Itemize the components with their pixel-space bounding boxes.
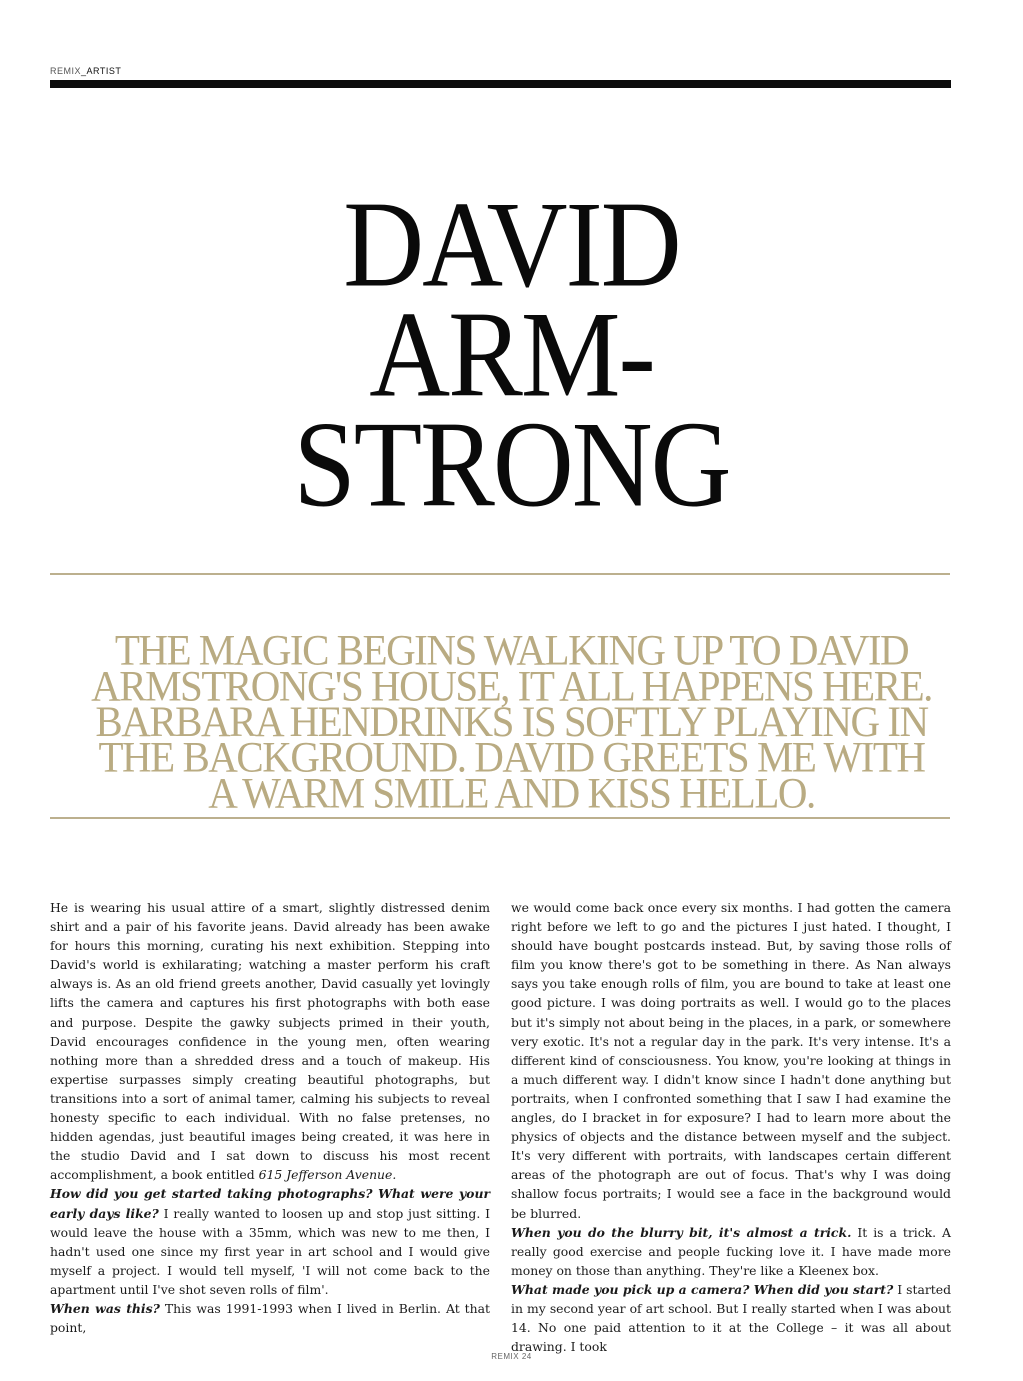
section-tag	[50, 66, 121, 76]
qa-paragraph	[50, 1299, 490, 1337]
title-line: DAVID	[343, 176, 680, 314]
standfirst-line: ARMSTRONG'S HOUSE, IT ALL HAPPENS HERE.	[91, 661, 932, 710]
gold-rule-bottom	[50, 817, 950, 819]
intro-paragraph	[50, 898, 490, 1184]
question: When you do the blurry bit, it's almost a trick.	[511, 1224, 852, 1240]
standfirst-line: BARBARA HENDRINKS IS SOFTLY PLAYING IN	[95, 697, 928, 746]
qa-paragraph	[50, 1184, 490, 1299]
top-rule	[50, 80, 951, 88]
section-prefix: REMIX	[50, 66, 82, 76]
answer: I really wanted to loosen up and stop just sitting. I would leave the house with a 35mm, which was new to me then, I hadn't used one since my first year in art school and I would give myself a project. I would tell myself, 'I will not come back to the apartment until I've shot seven rolls of film'.	[50, 1205, 491, 1297]
title-line: STRONG	[293, 396, 730, 534]
qa-paragraph	[511, 1280, 951, 1356]
section-name: _ARTIST	[81, 66, 122, 76]
question: How did you get started taking photographs? What were your early days like?	[50, 1186, 490, 1221]
answer: It is a trick. A really good exercise and people fucking love it. I have made more money on those than anything. They're like a Kleenex box.	[511, 1224, 951, 1278]
answer-continued: we would come back once every six months. I had gotten the camera right before we left to go and the pictures I just hated. I thought, I should have bought postcards instead. But, by saving those rolls of film you know there's got to be something in there. As Nan always says you take enough rolls of film, you are bound to take at least one good picture. I was doing portraits as well. I would go to the places but it's simply not about being in the places, in a park, or somewhere very exotic. It's not a regular day in the park. It's very intense. It's a different kind of consciousness. You know, you're looking at things in a much different way. I didn't know since I hadn't done anything but portraits, when I confronted something that I saw I had examine the angles, do I bracket in for exposure? I had to learn more about the physics of objects and the distance between myself and the subject. It's very different with portraits, with landscapes certain different areas of the photograph are out of focus. That's why I was doing shallow focus portraits; I would see a face in the background would be blurred.	[511, 900, 951, 1221]
body-column-right	[511, 898, 951, 1356]
standfirst-line: THE BACKGROUND. DAVID GREETS ME WITH	[98, 732, 925, 782]
article-title	[0, 176, 1023, 534]
intro-text: He is wearing his usual attire of a smart, slightly distressed denim shirt and a pair of his favorite jeans. David already has been awake for hours this morning, curating his next exhibition. Stepping into David's world is exhilarating; watching a master perform his craft always is. As an old friend greets another, David casually yet lovingly lifts the camera and captures his first photographs with both ease and purpose. Despite the gawky subjects primed in their youth, David encourages confidence in the young men, often wearing nothing more than a shredded dress and a touch of makeup. His expertise surpasses simply creating beautiful photographs, but transitions into a sort of animal tamer, calming his subjects to reveal honesty specific to each individual. With no false pretenses, no hidden agendas, just beautiful images being created, it was here in the studio David and I sat down to discuss his most recent accomplishment, a book entitled	[50, 900, 490, 1183]
qa-paragraph	[511, 1223, 951, 1280]
question: What made you pick up a camera? When did you start?	[511, 1281, 894, 1297]
standfirst	[80, 625, 943, 817]
page-number: REMIX 24	[491, 1352, 532, 1361]
standfirst-line: A WARM SMILE AND KISS HELLO.	[208, 768, 815, 817]
body-column-left	[50, 898, 490, 1337]
title-line: ARM-	[369, 286, 654, 424]
standfirst-line: THE MAGIC BEGINS WALKING UP TO DAVID	[114, 625, 909, 674]
book-title: 615 Jefferson Avenue.	[258, 1167, 397, 1183]
gold-rule-top	[50, 573, 950, 575]
answer: I started in my second year of art school. But I really started when I was about 14. No one paid attention to it at the College – it was all about drawing. I took	[511, 1281, 951, 1355]
question: When was this?	[50, 1300, 160, 1316]
answer: This was 1991-1993 when I lived in Berlin. At that point,	[50, 1300, 490, 1336]
